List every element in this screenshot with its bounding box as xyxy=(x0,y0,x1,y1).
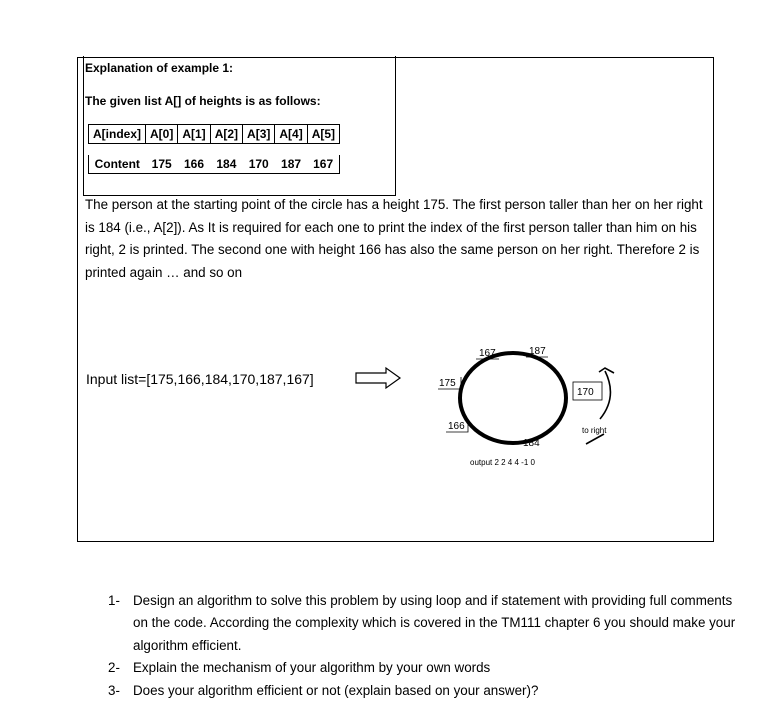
question-number: 2- xyxy=(108,660,120,676)
label-184: 184 xyxy=(523,438,540,449)
question-text: Does your algorithm efficient or not (explain based on your answer)? xyxy=(133,682,539,698)
table-cell: 175 xyxy=(146,155,178,174)
table-cell: A[3] xyxy=(243,125,275,144)
table-cell: A[5] xyxy=(307,125,339,144)
table-cell: A[0] xyxy=(146,125,178,144)
question-number: 1- xyxy=(108,593,120,608)
label-175: 175 xyxy=(439,378,456,389)
direction-label: to right xyxy=(582,426,607,435)
label-167: 167 xyxy=(479,348,496,359)
table-cell: 184 xyxy=(210,155,242,174)
input-list-label: Input list=[175,166,184,170,187,167] xyxy=(86,371,314,387)
people-circle xyxy=(460,353,566,443)
table-cell: 170 xyxy=(243,155,275,174)
explanation-paragraph: The person at the starting point of the circle has a height 175. The first person taller than her on her right is 184 (i.e., A[2]). As It is required for each one to print the index of the first person taller than him on his right, 2 is printed. The second one with height 166 has also the same person on her right. Therefore 2 is printed again … and so on xyxy=(85,197,703,280)
table-cell: 167 xyxy=(307,155,339,174)
question-item xyxy=(108,590,748,657)
table-cell: Content xyxy=(89,155,146,174)
table-cell: 187 xyxy=(275,155,307,174)
right-arrow-icon xyxy=(356,368,400,388)
table-cell: A[index] xyxy=(89,125,146,144)
question-item xyxy=(108,680,748,702)
question-number: 3- xyxy=(108,682,120,698)
table-cell: A[1] xyxy=(178,125,210,144)
curved-arrow-icon xyxy=(600,371,610,419)
heights-table xyxy=(88,124,340,174)
label-187: 187 xyxy=(529,346,546,357)
heights-table-content-row xyxy=(89,155,340,174)
explanation-subtitle: The given list A[] of heights is as follows: xyxy=(85,94,321,108)
questions-list xyxy=(108,590,748,702)
question-text: Explain the mechanism of your algorithm by your own words xyxy=(133,660,491,676)
label-170: 170 xyxy=(577,387,594,398)
heights-table-header-row xyxy=(89,125,340,144)
table-cell: A[4] xyxy=(275,125,307,144)
table-cell: 166 xyxy=(178,155,210,174)
label-166: 166 xyxy=(448,421,465,432)
table-cell: A[2] xyxy=(210,125,242,144)
output-label: output 2 2 4 4 -1 0 xyxy=(470,458,535,467)
explanation-title: Explanation of example 1: xyxy=(85,61,234,75)
question-item xyxy=(108,657,748,679)
question-text: Design an algorithm to solve this problem by using loop and if statement with providing full comments on the code. According the complexity which is covered in the TM111 chapter 6 you should make your algorithm efficient. xyxy=(133,593,736,653)
circle-diagram xyxy=(350,335,640,475)
